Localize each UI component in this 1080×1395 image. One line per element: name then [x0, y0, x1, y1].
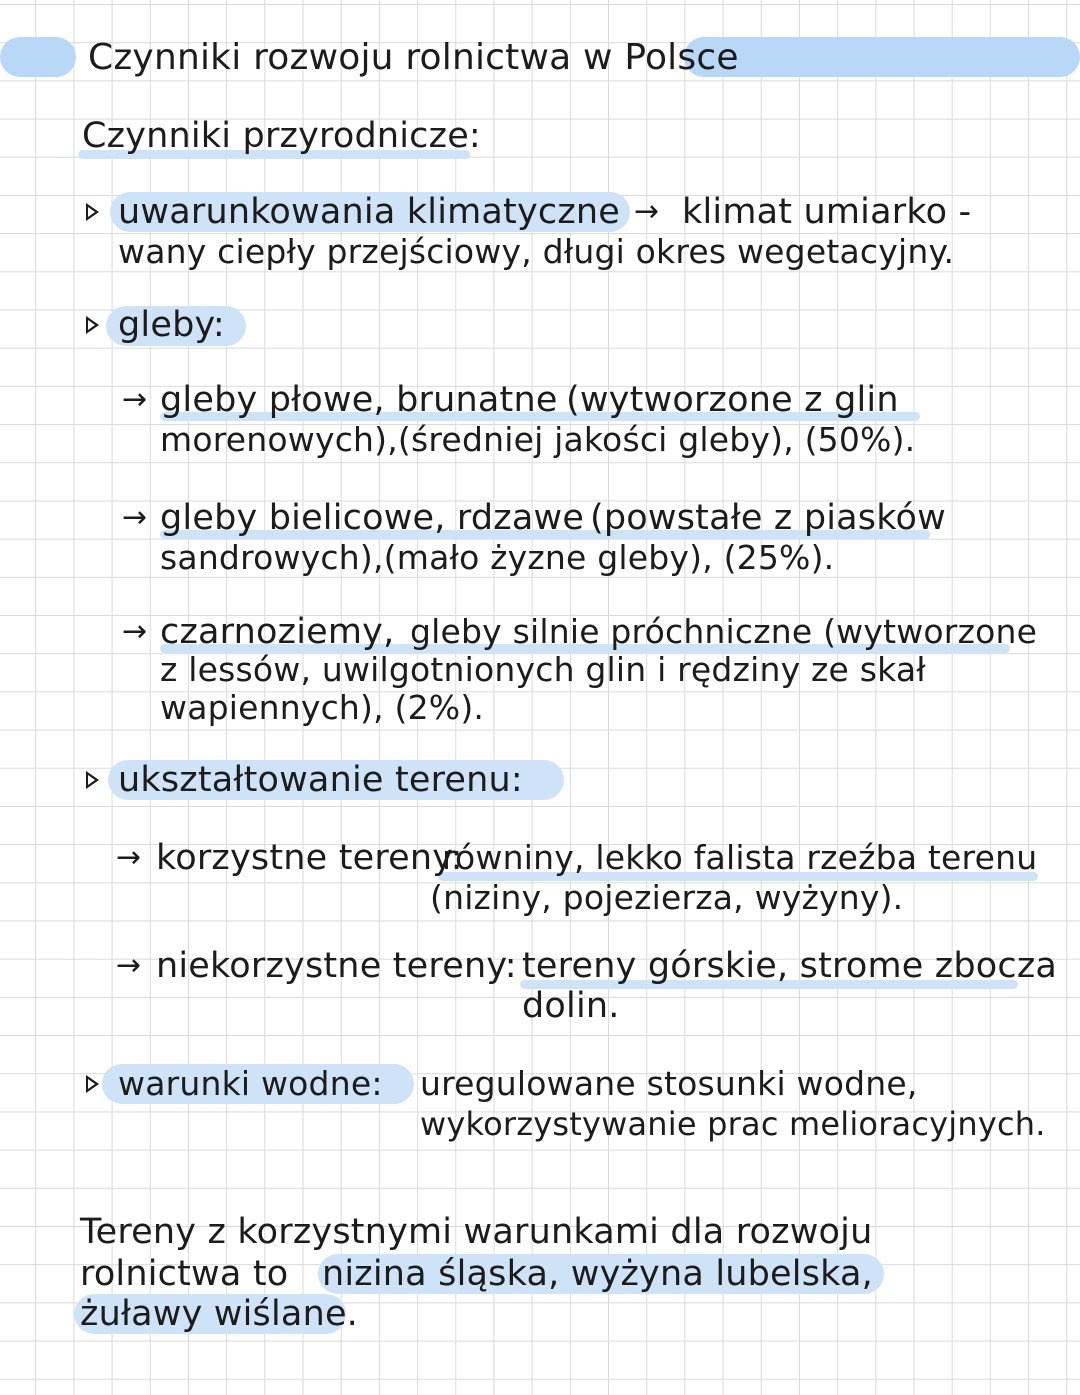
soil3-line1-rest: gleby silnie próchniczne (wytworzone	[410, 612, 1038, 651]
soil3-line2: z lessów, uwilgotnionych glin i rędziny ze skał	[160, 650, 926, 689]
page-title: Czynniki rozwoju rolnictwa w Polsce	[88, 37, 739, 78]
summary-line2-highlight: nizina śląska, wyżyna lubelska,	[322, 1254, 873, 1294]
terrain2-line2: dolin.	[522, 986, 620, 1026]
climate-arrow-icon: →	[634, 194, 660, 229]
terrain2-line1: tereny górskie, strome zbocza	[522, 946, 1058, 986]
terrain-label: ukształtowanie terenu:	[118, 760, 523, 800]
water-line1: uregulowane stosunki wodne,	[420, 1064, 918, 1103]
terrain1-lead: korzystne tereny:	[156, 838, 463, 878]
terrain2-lead: niekorzystne tereny:	[156, 946, 517, 986]
section-heading: Czynniki przyrodnicze:	[82, 116, 481, 156]
summary-line3: żuławy wiślane.	[80, 1294, 359, 1334]
terrain1-line1: równiny, lekko falista rzeźba terenu	[442, 838, 1038, 877]
soil1-line1-rest: (wytworzone z glin	[566, 380, 899, 420]
soil2-arrow-icon: →	[122, 500, 148, 535]
summary-line2-start: rolnictwa to	[80, 1254, 289, 1294]
soil3-line3: wapiennych), (2%).	[160, 688, 485, 727]
climate-line2: wany ciepły przejściowy, długi okres wegetacyjny.	[118, 232, 955, 271]
terrain1-arrow-icon: →	[116, 840, 142, 875]
title-highlight-left	[0, 37, 76, 77]
soil3-highlight-text: czarnoziemy,	[160, 612, 395, 652]
climate-bullet-icon	[86, 203, 99, 221]
soil3-arrow-icon: →	[122, 614, 148, 649]
terrain1-line2: (niziny, pojezierza, wyżyny).	[430, 878, 904, 917]
soils-label: gleby:	[118, 305, 225, 345]
soil2-line1-rest: (powstałe z piasków	[590, 498, 946, 538]
water-bullet-icon	[86, 1075, 99, 1093]
water-line2: wykorzystywanie prac melioracyjnych.	[420, 1105, 1046, 1143]
climate-line1: klimat umiarko -	[682, 192, 972, 232]
summary-line1: Tereny z korzystnymi warunkami dla rozwoju	[80, 1212, 873, 1252]
climate-label: uwarunkowania klimatyczne	[118, 192, 621, 232]
soil2-highlight-text: gleby bielicowe, rdzawe	[160, 498, 585, 538]
terrain2-arrow-icon: →	[116, 948, 142, 983]
title-highlight-right	[684, 37, 1080, 77]
soil1-line2: morenowych),(średniej jakości gleby), (50%).	[160, 420, 916, 459]
soil1-highlight-text: gleby płowe, brunatne	[160, 380, 558, 420]
soil1-arrow-icon: →	[122, 382, 148, 417]
soils-bullet-icon	[86, 316, 99, 334]
terrain-bullet-icon	[86, 771, 99, 789]
soil2-line2: sandrowych),(mało żyzne gleby), (25%).	[160, 538, 835, 577]
water-label: warunki wodne:	[118, 1064, 383, 1103]
